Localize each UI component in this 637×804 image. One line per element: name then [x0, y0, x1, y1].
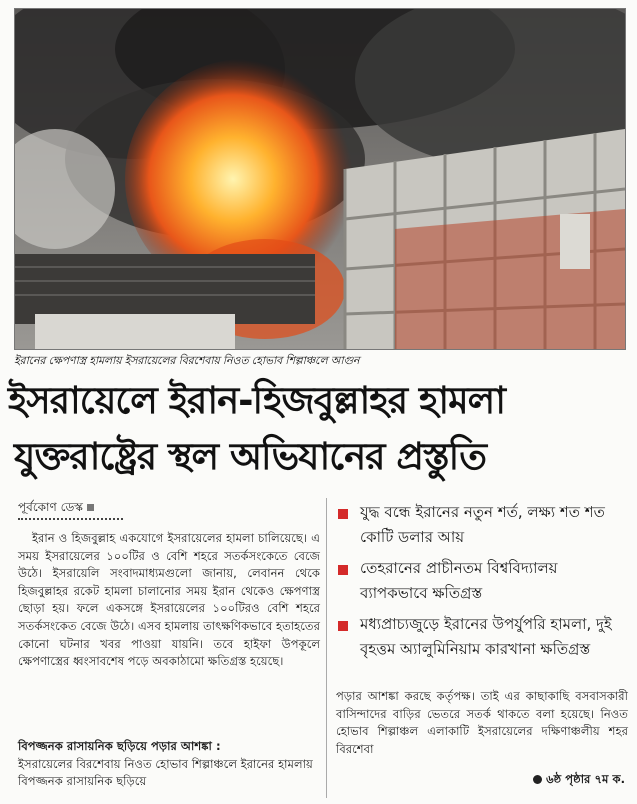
continued-text: ৬ষ্ঠ পৃষ্ঠার ৭ম ক.: [546, 772, 625, 786]
bullet-item: [336, 612, 626, 662]
subhead-section: [18, 738, 320, 791]
red-square-icon: [338, 621, 348, 631]
highlight-bullets: [336, 500, 626, 668]
continued-on: [533, 771, 625, 790]
red-square-icon: [338, 565, 348, 575]
byline-divider: [18, 518, 123, 520]
bullet-item: [336, 556, 626, 606]
article-paragraph: ইরান ও হিজবুল্লাহ একযোগে ইসরায়েলের হামলা চালিয়েছে। এ সময় ইসরায়েলের ১০০টির ও বেশি শহরে সতর্কসংকেতে বেজে উঠে। ইসরায়েলি সংবাদমাধ্যমগুলো জানায়, লেবানন থেকে হিজবুল্লাহর রকেট হামলা চালানোর সময় ইরান থেকেও ক্ষেপণাস্ত্র ছোড়া হয়। ফলে একসঙ্গে ইসরায়েলের ১০০টিরও বেশি শহরে সতর্কসংকেত বেজে উঠে। এসব হামলায় তাৎক্ষণিকভাবে হতাহতের কোনো ঘটনার খবর পাওয়া যায়নি। তবে হাইফা উপকূলে ক্ষেপণাস্ত্রের ধ্বংসাবশেষ পড়ে অবকাঠামো ক্ষতিগ্রস্ত হয়েছে।: [18, 531, 320, 669]
byline: [18, 499, 94, 519]
article-body-left: [18, 530, 320, 671]
bullet-text: যুদ্ধ বন্ধে ইরানের নতুন শর্ত, লক্ষ্য শত শত কোটি ডলার আয়: [360, 503, 605, 546]
bullet-text: তেহরানের প্রাচীনতম বিশ্ববিদ্যালয় ব্যাপকভাবে ক্ষতিগ্রস্ত: [360, 559, 558, 602]
photo-caption: ইরানের ক্ষেপণাস্ত্র হামলায় ইসরায়েলের বিরশেবায় নিওত হোভাব শিল্পাঞ্চলে আগুন: [14, 354, 360, 367]
fire-photo-icon: [15, 9, 625, 349]
news-photo: [14, 8, 626, 350]
bullet-dot-icon: [533, 775, 542, 784]
headline-line-2: যুক্তরাষ্ট্রের স্থল অভিযানের প্রস্তুতি: [14, 435, 486, 478]
bullet-item: [336, 500, 626, 550]
article-paragraph-right: পড়ার আশঙ্কা করছে কর্তৃপক্ষ। তাই এর কাছাকাছি বসবাসকারী বাসিন্দাদের বাড়ির ভেতরে সতর্ক থাকতে বলা হয়েছে। নিওত হোভাব শিল্পাঞ্চল এলাকাটি ইসরায়েলের দক্ষিণাঞ্চলীয় শহর বিরশেবা: [336, 689, 628, 756]
red-square-icon: [338, 509, 348, 519]
headline-line-1: ইসরায়েলে ইরান-হিজবুল্লাহর হামলা: [8, 379, 505, 422]
subhead-body: ইসরায়েলের বিরশেবায় নিওত হোভাব শিল্পাঞ্চলে ইরানের হামলায় বিপজ্জনক রাসায়নিক ছড়িয়ে: [18, 756, 313, 789]
article-body-right: [336, 688, 628, 758]
bullet-text: মধ্যপ্রাচ্যজুড়ে ইরানের উপর্যুপরি হামলা, দুই বৃহত্তম অ্যালুমিনিয়াম কারখানা ক্ষতিগ্রস্ত: [360, 615, 612, 658]
square-icon: [87, 504, 94, 511]
byline-text: পূর্বকোণ ডেস্ক: [18, 500, 83, 514]
column-divider: [326, 498, 327, 798]
subhead: বিপজ্জনক রাসায়নিক ছড়িয়ে পড়ার আশঙ্কা :: [18, 739, 221, 753]
